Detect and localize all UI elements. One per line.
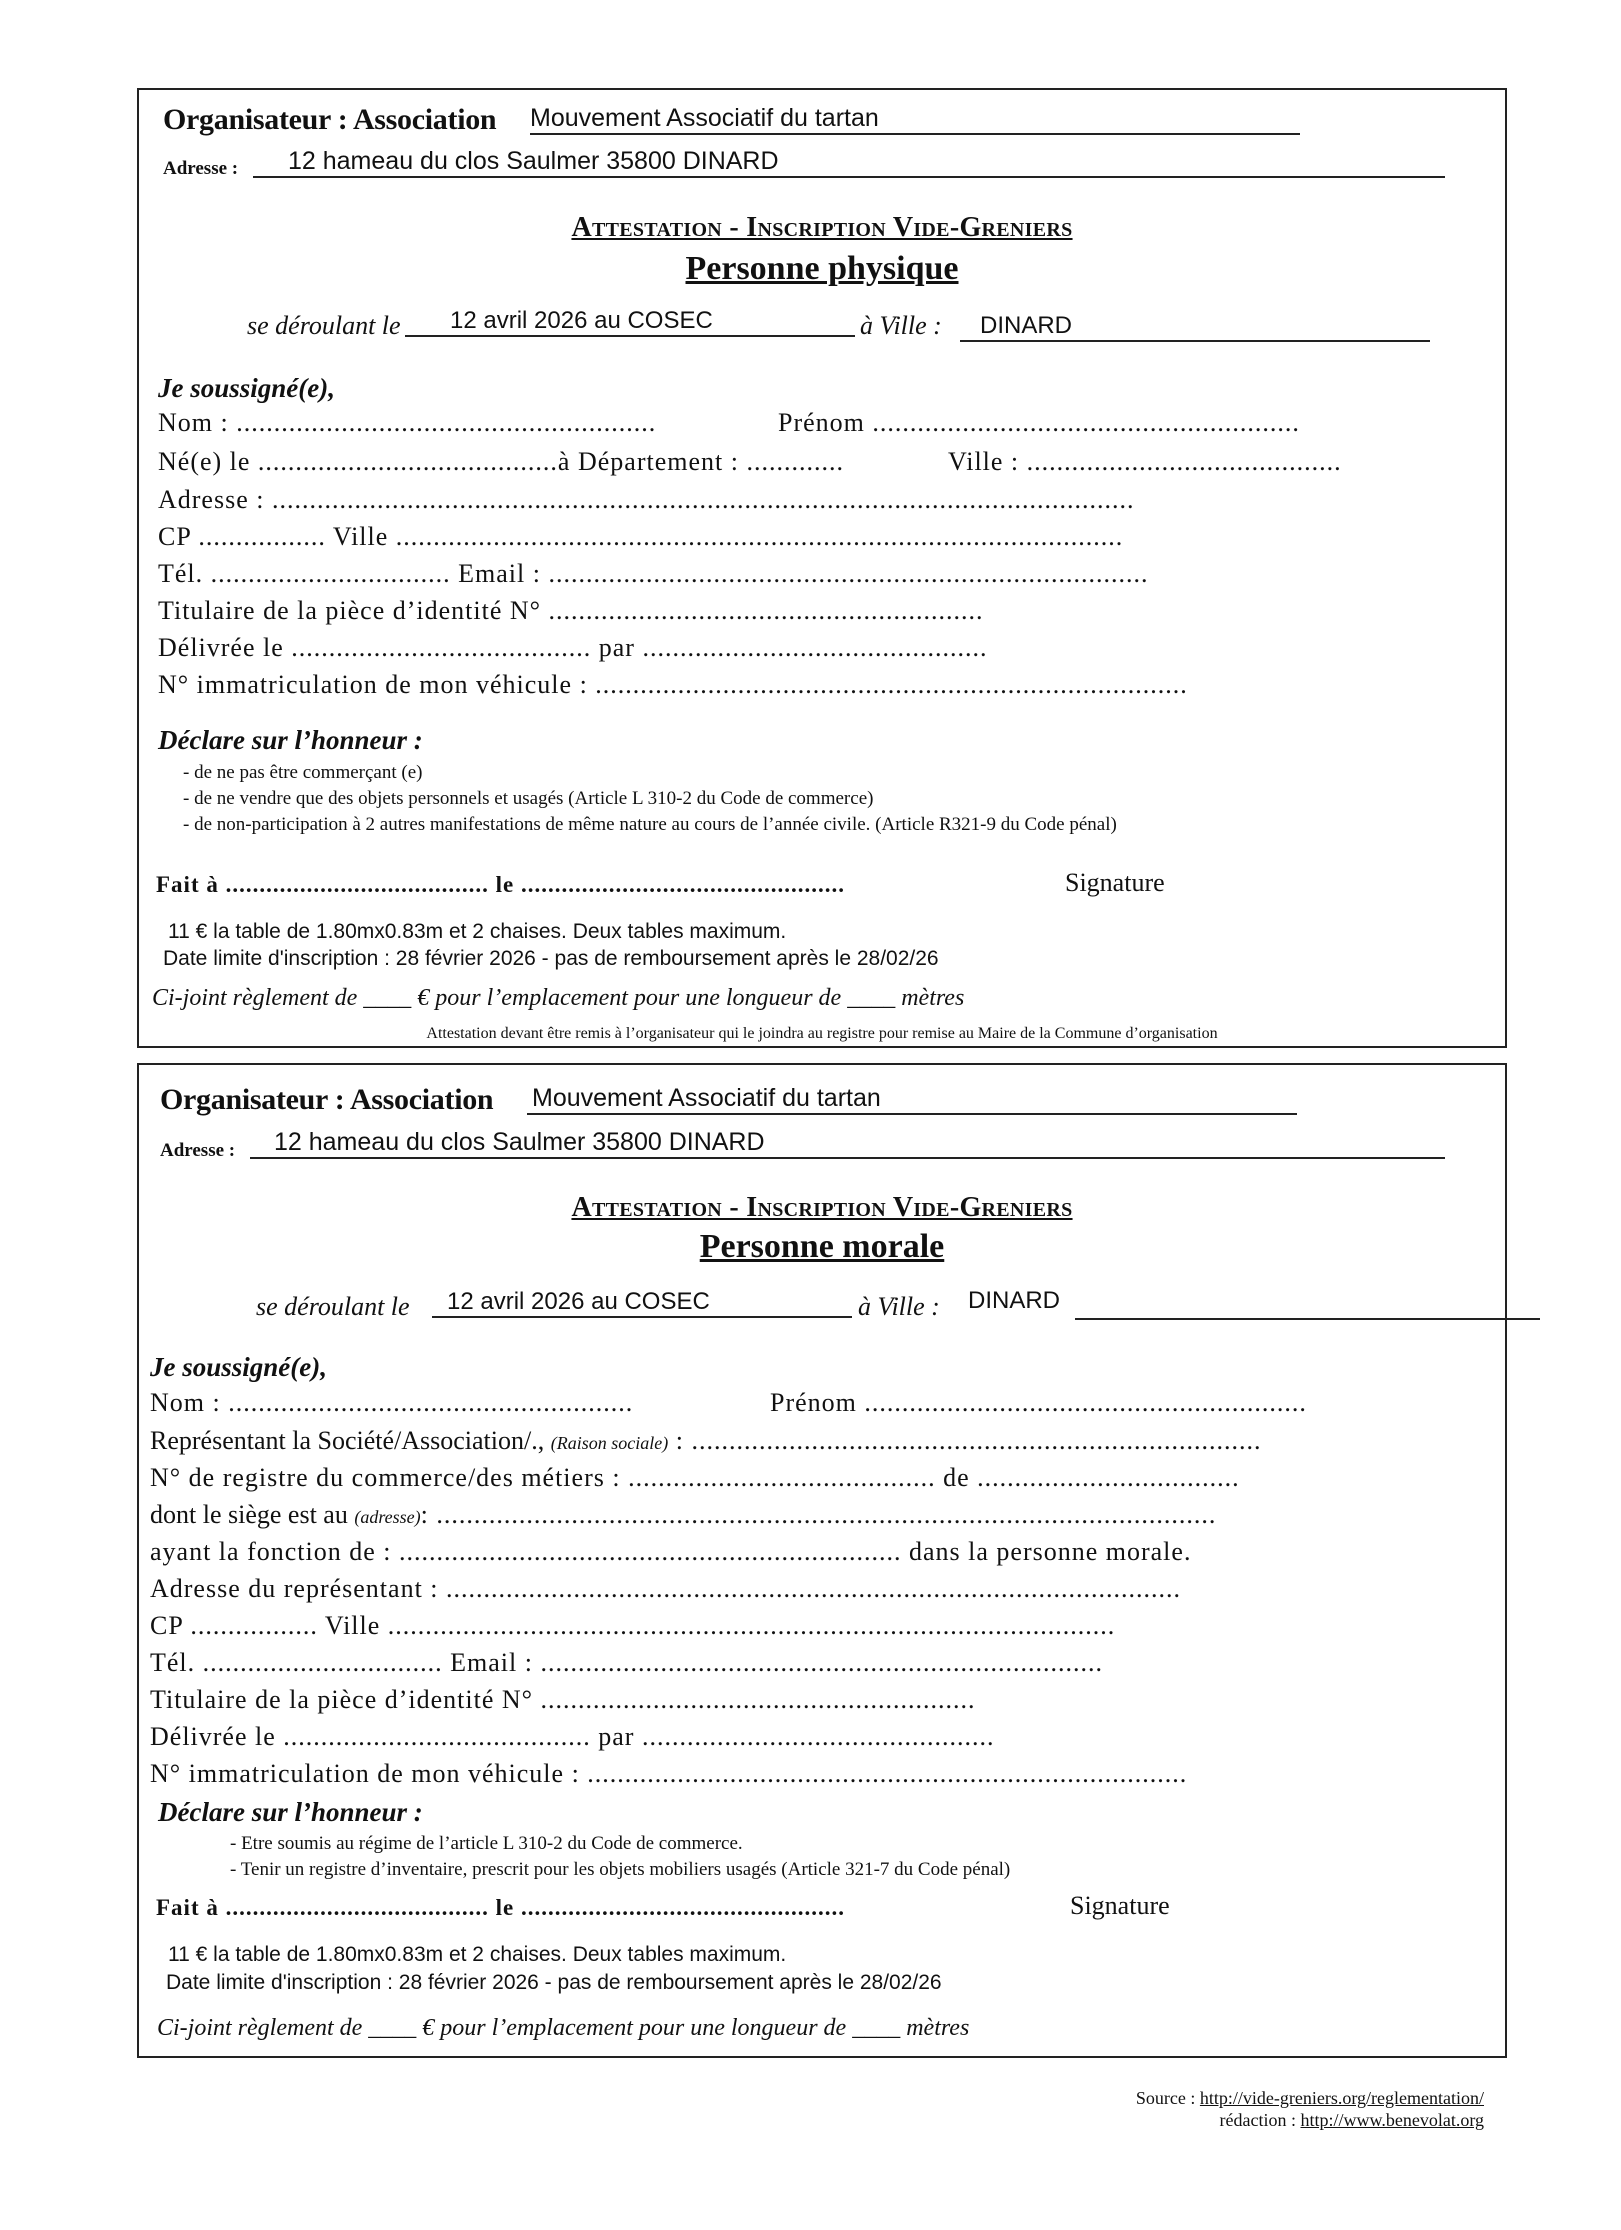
- field-nom[interactable]: Nom : ........................................................: [158, 408, 657, 437]
- field-nom[interactable]: Nom : ......................................................: [150, 1388, 634, 1417]
- event-value: 12 avril 2026 au COSEC: [405, 307, 855, 337]
- payment-line: Ci-joint règlement de ____ € pour l’emplacement pour une longueur de ____ mètres: [152, 985, 965, 1011]
- event-label: se déroulant le: [256, 1292, 410, 1321]
- representant-label: Représentant la Société/Association/.,: [150, 1426, 545, 1455]
- deadline-info: Date limite d'inscription : 28 février 2026 - pas de remboursement après le 28/02/26: [163, 947, 939, 970]
- declaration-item: - Etre soumis au régime de l’article L 310-2 du Code de commerce.: [230, 1833, 743, 1854]
- organizer-label: Organisateur : Association: [163, 103, 497, 136]
- source-label: Source :: [1135, 2088, 1196, 2108]
- field-prenom[interactable]: Prénom ...........................................................: [770, 1388, 1307, 1417]
- field-delivree[interactable]: Délivrée le ......................................... par ...............................................: [150, 1722, 995, 1751]
- field-adresse-representant[interactable]: Adresse du représentant : ..................................................................................................: [150, 1574, 1182, 1603]
- address-label: Adresse :: [163, 158, 239, 179]
- event-value: 12 avril 2026 au COSEC: [432, 1288, 852, 1318]
- city-label: à Ville :: [860, 311, 942, 340]
- signature-label: Signature: [1065, 868, 1165, 897]
- signature-label: Signature: [1070, 1891, 1170, 1920]
- field-registre-commerce[interactable]: N° de registre du commerce/des métiers : ......................................... de ...................................: [150, 1463, 1240, 1492]
- form-subtitle: Personne morale: [699, 1228, 945, 1265]
- source-credit: [1136, 2088, 1484, 2109]
- declaration-item: - de non-participation à 2 autres manifestations de même nature au cours de l’année civile. (Article R321-9 du Code pénal): [183, 814, 1117, 835]
- event-label: se déroulant le: [247, 311, 401, 340]
- organizer-value: Mouvement Associatif du tartan: [530, 104, 1300, 135]
- field-piece-identite[interactable]: Titulaire de la pièce d’identité N° ..........................................................: [158, 596, 984, 625]
- field-cp-ville[interactable]: CP ................. Ville .................................................................................................: [158, 522, 1124, 551]
- field-delivree[interactable]: Délivrée le ........................................ par ..............................................: [158, 633, 988, 662]
- field-piece-identite[interactable]: Titulaire de la pièce d’identité N° ..........................................................: [150, 1685, 976, 1714]
- form-subtitle: Personne physique: [685, 250, 959, 287]
- representant-dots: : ............................................................................: [668, 1426, 1262, 1455]
- field-siege[interactable]: [150, 1500, 1216, 1530]
- intro-heading: Je soussigné(e),: [150, 1352, 327, 1382]
- payment-line: Ci-joint règlement de ____ € pour l’emplacement pour une longueur de ____ mètres: [157, 2015, 970, 2041]
- declaration-item: - de ne vendre que des objets personnels et usagés (Article L 310-2 du Code de commerce): [183, 788, 874, 809]
- redaction-label: rédaction :: [1219, 2110, 1297, 2130]
- source-link[interactable]: http://vide-greniers.org/reglementation/: [1199, 2088, 1484, 2108]
- city-value: DINARD: [968, 1287, 1061, 1314]
- city-value: DINARD: [960, 312, 1430, 342]
- field-ville-naissance[interactable]: Ville : ..........................................: [948, 447, 1342, 476]
- address-value: 12 hameau du clos Saulmer 35800 DINARD: [253, 147, 1445, 178]
- field-immatriculation[interactable]: N° immatriculation de mon véhicule : ...............................................................................: [158, 670, 1188, 699]
- field-tel-email[interactable]: Tél. ................................ Email : ................................................................................: [158, 559, 1149, 588]
- declaration-item: - de ne pas être commerçant (e): [183, 762, 423, 783]
- field-fait-a-le[interactable]: Fait à ....................................... le ................................................: [156, 1895, 845, 1920]
- redaction-credit: [1220, 2110, 1484, 2131]
- deadline-info: Date limite d'inscription : 28 février 2026 - pas de remboursement après le 28/02/26: [166, 1971, 942, 1994]
- organizer-value: Mouvement Associatif du tartan: [527, 1084, 1297, 1115]
- siege-dots: : ........................................................................................................: [420, 1500, 1217, 1529]
- address-label: Adresse :: [160, 1140, 236, 1161]
- attestation-note: Attestation devant être remis à l’organisateur qui le joindra au registre pour remise au Maire de la Commune d’organisation: [426, 1025, 1218, 1042]
- field-immatriculation[interactable]: N° immatriculation de mon véhicule : ................................................................................: [150, 1759, 1188, 1788]
- field-representant[interactable]: [150, 1426, 1261, 1456]
- redaction-link[interactable]: http://www.benevolat.org: [1300, 2110, 1484, 2130]
- field-fonction[interactable]: ayant la fonction de : ................................................................... dans la personne morale.: [150, 1537, 1192, 1566]
- field-fait-a-le[interactable]: Fait à ....................................... le ................................................: [156, 872, 845, 897]
- city-label: à Ville :: [858, 1292, 940, 1321]
- field-prenom[interactable]: Prénom .........................................................: [778, 408, 1300, 437]
- form-title: Attestation - Inscription Vide-Greniers: [571, 1192, 1073, 1223]
- intro-heading: Je soussigné(e),: [158, 373, 335, 403]
- adresse-hint: (adresse): [354, 1507, 421, 1527]
- price-info: 11 € la table de 1.80mx0.83m et 2 chaises. Deux tables maximum.: [168, 920, 787, 943]
- field-adresse[interactable]: Adresse : ...................................................................................................................: [158, 485, 1135, 514]
- field-cp-ville[interactable]: CP ................. Ville .................................................................................................: [150, 1611, 1116, 1640]
- declare-heading: Déclare sur l’honneur :: [158, 1797, 423, 1827]
- field-tel-email[interactable]: Tél. ................................ Email : ...........................................................................: [150, 1648, 1103, 1677]
- form-title: Attestation - Inscription Vide-Greniers: [571, 212, 1073, 243]
- siege-label: dont le siège est au: [150, 1500, 348, 1529]
- organizer-label: Organisateur : Association: [160, 1083, 494, 1116]
- raison-sociale-hint: (Raison sociale): [550, 1433, 669, 1453]
- declare-heading: Déclare sur l’honneur :: [158, 725, 423, 755]
- address-value: 12 hameau du clos Saulmer 35800 DINARD: [250, 1128, 1445, 1159]
- field-naissance[interactable]: Né(e) le ........................................à Département : .............: [158, 447, 844, 476]
- declaration-item: - Tenir un registre d’inventaire, prescrit pour les objets mobiliers usagés (Article 321-7 du Code pénal): [230, 1859, 1011, 1880]
- city-underline: [1075, 1290, 1540, 1320]
- price-info: 11 € la table de 1.80mx0.83m et 2 chaises. Deux tables maximum.: [168, 1943, 787, 1966]
